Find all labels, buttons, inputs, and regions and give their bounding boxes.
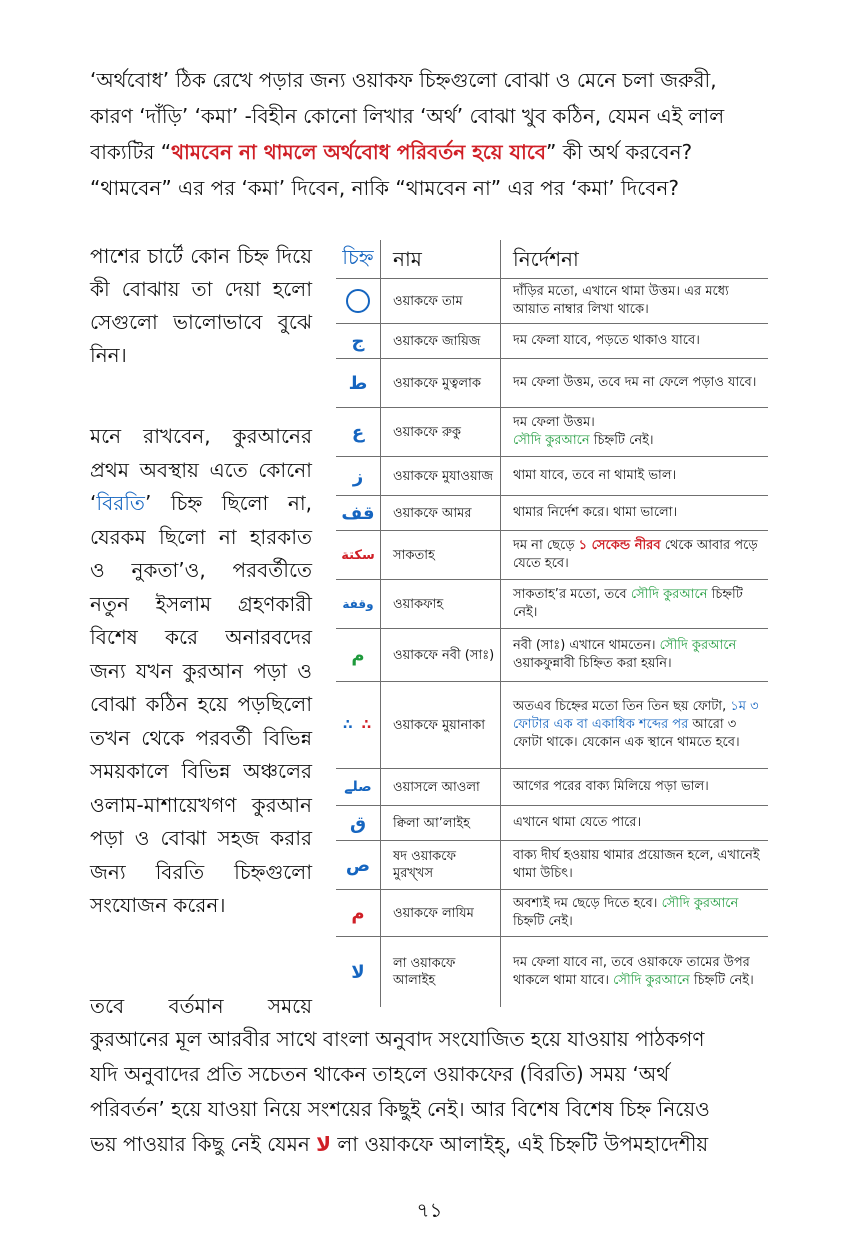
tail-line-3: পরিবর্তন’ হয়ে যাওয়া নিয়ে সংশয়ের কিছুই নেই। আর বিশেষ বিশেষ চিহ্ন নিয়েও xyxy=(90,1097,710,1121)
intro-line-3-start: বাক্যটির “ xyxy=(90,140,172,164)
row-name: ক্বিলা আ’লাইহ xyxy=(380,806,500,840)
row-symbol-cell xyxy=(336,682,380,768)
saudi-quran-note: সৌদি কুরআনে xyxy=(613,973,690,988)
history-text-a: মনে রাখবেন, কুরআনের প্রথম অবস্থায় এতে কোনো ‘ xyxy=(90,424,312,515)
muanaqa-dots-icon: ∴ ∴ xyxy=(342,717,374,733)
row-desc: দাঁড়ির মতো, এখানে থামা উত্তম। এর মধ্যে আয়াত নাম্বার লিখা থাকে। xyxy=(500,279,768,323)
saudi-quran-note: সৌদি কুরআনে xyxy=(661,896,739,911)
row-desc xyxy=(500,890,768,936)
row-symbol-cell xyxy=(336,359,380,407)
desc-text: অবশ্যই দম ছেড়ে দিতে হবে। xyxy=(513,896,662,911)
row-desc: এখানে থামা যেতে পারে। xyxy=(500,806,768,840)
tail-line-2: যদি অনুবাদের প্রতি সচেতন থাকেন তাহলে ওয়াকফের (বিরতি) সময় ‘অর্থ xyxy=(90,1062,670,1086)
desc-text: অতএব চিহ্নের মতো তিন তিন ছয় ফোটা, xyxy=(513,699,731,714)
qaf-symbol: ق xyxy=(349,812,367,834)
table-row xyxy=(336,457,768,496)
row-symbol-cell xyxy=(336,629,380,681)
la-symbol: ﻻ xyxy=(351,961,365,983)
table-row xyxy=(336,937,768,1007)
row-name: লা ওয়াকফে আলাইহ xyxy=(380,937,500,1007)
row-desc: থামার নির্দেশ করে। থামা ভালো। xyxy=(500,496,768,530)
desc-tail: থেকে আবার পড়ে যেতে হবে। xyxy=(513,538,758,571)
desc-tail: চিহ্নটি নেই। xyxy=(589,433,654,448)
header-name: নাম xyxy=(380,240,500,278)
mim-nabi-symbol: م xyxy=(351,644,365,666)
ain-symbol: ع xyxy=(351,421,365,443)
row-desc xyxy=(500,629,768,681)
row-desc xyxy=(500,682,768,768)
header-sign: চিহ্ন xyxy=(342,244,374,269)
row-name: সাকতাহ xyxy=(380,531,500,579)
row-desc: থামা যাবে, তবে না থামাই ভাল। xyxy=(500,457,768,495)
row-name: ওয়াকফে মুয়ানাকা xyxy=(380,682,500,768)
table-row xyxy=(336,496,768,531)
row-symbol-cell xyxy=(336,408,380,456)
table-row xyxy=(336,531,768,580)
saudi-quran-note: সৌদি কুরআনে xyxy=(513,433,590,448)
row-symbol-cell xyxy=(336,496,380,530)
tail-paragraph xyxy=(90,1022,790,1162)
intro-line-3-end: ” কী অর্থ করবেন? xyxy=(545,140,693,164)
desc-text: দম ফেলা উত্তম। xyxy=(513,415,595,430)
waqf-signs-table xyxy=(336,240,768,1007)
table-row xyxy=(336,629,768,682)
desc-text: নবী (সাঃ) এখানে থামতেন। xyxy=(513,638,660,653)
desc-tail: ওয়াকফুন্নাবী চিহ্নিত করা হয়নি। xyxy=(513,656,672,671)
row-symbol-cell xyxy=(336,457,380,495)
circle-icon xyxy=(346,289,370,313)
qif-symbol: قف xyxy=(341,502,375,524)
row-desc xyxy=(500,937,768,1007)
saudi-quran-note: সৌদি কুরআনে xyxy=(659,638,737,653)
one-second-silence: ১ সেকেন্ড নীরব xyxy=(578,538,661,553)
intro-line-2: কারণ ‘দাঁড়ি’ ‘কমা’ -বিহীন কোনো লিখার ‘অর্থ’ বোঝা খুব কঠিন, যেমন এই লাল xyxy=(90,104,725,128)
row-symbol-cell xyxy=(336,769,380,805)
history-text-b: ’ চিহ্ন ছিলো না, যেরকম ছিলো না হারকাত ও নুকতা’ও, পরবর্তীতে নতুন ইসলাম গ্রহণকারী বিশেষ করে অনারবদের জন্য যখন কুরআন পড়া ও বোঝা কঠিন হয়ে পড়ছিলো তখন থেকে পরবর্তী বিভিন্ন সময়কালে বিভিন্ন অঞ্চলের ওলাম-মাশায়েখগণ কুরআন পড়া ও বোঝা সহজ করার জন্য বিরতি চিহ্নগুলো সংযোজন করেন। xyxy=(90,491,312,917)
intro-paragraph xyxy=(90,62,790,206)
row-desc: আগের পরের বাক্য মিলিয়ে পড়া ভাল। xyxy=(500,769,768,805)
zay-symbol: ز xyxy=(352,465,364,487)
side-note-history xyxy=(90,420,312,923)
row-desc xyxy=(500,580,768,628)
first-three-dots-note: ১ম ৩ ফোটার এক বা একাধিক শব্দের পর xyxy=(513,699,759,732)
desc-text: দম ফেলা যাবে না, তবে ওয়াকফে তামের উপর থাকলে থামা যাবে। xyxy=(513,955,750,988)
row-symbol-cell xyxy=(336,890,380,936)
row-symbol-cell xyxy=(336,324,380,358)
la-symbol-inline: ﻻ xyxy=(316,1132,332,1156)
row-name: ওয়াকফে জায়িজ xyxy=(380,324,500,358)
row-desc: বাক্য দীর্ঘ হওয়ায় থামার প্রয়োজন হলে, এখানেই থামা উচিৎ। xyxy=(500,841,768,889)
tail-line-4 xyxy=(90,1127,790,1162)
row-symbol-cell xyxy=(336,937,380,1007)
saudi-quran-note: সৌদি কুরআনে xyxy=(630,587,708,602)
row-name: ষদ ওয়াকফে মুরখ্খস xyxy=(380,841,500,889)
row-name: ওয়াকফে লাযিম xyxy=(380,890,500,936)
row-symbol-cell xyxy=(336,841,380,889)
row-name: ওয়াকফে মুযাওয়াজ xyxy=(380,457,500,495)
row-name: ওয়াকফাহ xyxy=(380,580,500,628)
intro-line-3 xyxy=(90,134,790,170)
sad-symbol: ص xyxy=(345,854,371,876)
row-name: ওয়াকফে নবী (সাঃ) xyxy=(380,629,500,681)
desc-tail: চিহ্নটি নেই। xyxy=(689,973,754,988)
table-row xyxy=(336,682,768,769)
side-note-chart: পাশের চার্টে কোন চিহ্ন দিয়ে কী বোঝায় তা দেয়া হলো সেগুলো ভালোভাবে বুঝে নিন। xyxy=(90,244,312,367)
table-header xyxy=(336,240,768,279)
row-name: ওয়াকফে রুকু xyxy=(380,408,500,456)
table-row xyxy=(336,806,768,841)
pause-word: বিরতি xyxy=(96,491,145,515)
waqfah-symbol: وقفة xyxy=(342,597,374,611)
row-symbol-cell xyxy=(336,806,380,840)
row-desc: দম ফেলা উত্তম, তবে দম না ফেলে পড়াও যাবে। xyxy=(500,359,768,407)
saktah-symbol: سكتة xyxy=(341,547,375,563)
row-symbol-cell xyxy=(336,531,380,579)
desc-text: দম না ছেড়ে xyxy=(513,538,579,553)
table-row xyxy=(336,408,768,457)
row-desc xyxy=(500,408,768,456)
row-name: ওয়াকফে তাম xyxy=(380,279,500,323)
table-row xyxy=(336,841,768,890)
table-row xyxy=(336,359,768,408)
desc-tail: চিহ্নটি নেই। xyxy=(513,914,573,929)
row-name: ওয়াকফে আমর xyxy=(380,496,500,530)
lazim-symbol: م xyxy=(351,902,365,924)
tua-symbol: ط xyxy=(348,372,368,394)
row-desc: দম ফেলা যাবে, পড়তে থাকাও যাবে। xyxy=(500,324,768,358)
jim-symbol: ج xyxy=(351,330,365,352)
table-row xyxy=(336,279,768,324)
row-symbol-cell xyxy=(336,580,380,628)
desc-tail: আরো ৩ ফোটা থাকে। যেকোন এক স্থানে থামতে হবে। xyxy=(513,717,740,750)
table-row xyxy=(336,769,768,806)
table-row xyxy=(336,890,768,937)
page-number: ৭১ xyxy=(416,1198,443,1222)
intro-line-1: ‘অর্থবোধ’ ঠিক রেখে পড়ার জন্য ওয়াকফ চিহ্নগুলো বোঝা ও মেনে চলা জরুরী, xyxy=(90,68,717,92)
tail-line-4-start: ভয় পাওয়ার কিছু নেই যেমন xyxy=(90,1132,317,1156)
row-name: ওয়াসলে আওলা xyxy=(380,769,500,805)
table-row xyxy=(336,580,768,629)
row-name: ওয়াকফে মুত্বলাক xyxy=(380,359,500,407)
tail-line-1: কুরআনের মূল আরবীর সাথে বাংলা অনুবাদ সংযোজিত হয়ে যাওয়ায় পাঠকগণ xyxy=(90,1027,705,1051)
tail-line-4-end: লা ওয়াকফে আলাইহ্, এই চিহ্নটি উপমহাদেশীয় xyxy=(331,1132,709,1156)
intro-line-4: “থামবেন” এর পর ‘কমা’ দিবেন, নাকি “থামবেন না” এর পর ‘কমা’ দিবেন? xyxy=(90,176,679,200)
desc-text: সাকতাহ’র মতো, তবে xyxy=(513,587,631,602)
waqf-tam-symbol xyxy=(336,279,380,323)
wasl-symbol: صلے xyxy=(344,779,372,795)
tail-first-line: তবে বর্তমান সময়ে xyxy=(90,994,312,1018)
red-example-sentence: থামবেন না থামলে অর্থবোধ পরিবর্তন হয়ে যাবে xyxy=(171,140,546,164)
desc-tail: চিহ্নটি নেই। xyxy=(513,587,743,620)
table-row xyxy=(336,324,768,359)
header-direction: নির্দেশনা xyxy=(500,240,768,278)
row-desc xyxy=(500,531,768,579)
